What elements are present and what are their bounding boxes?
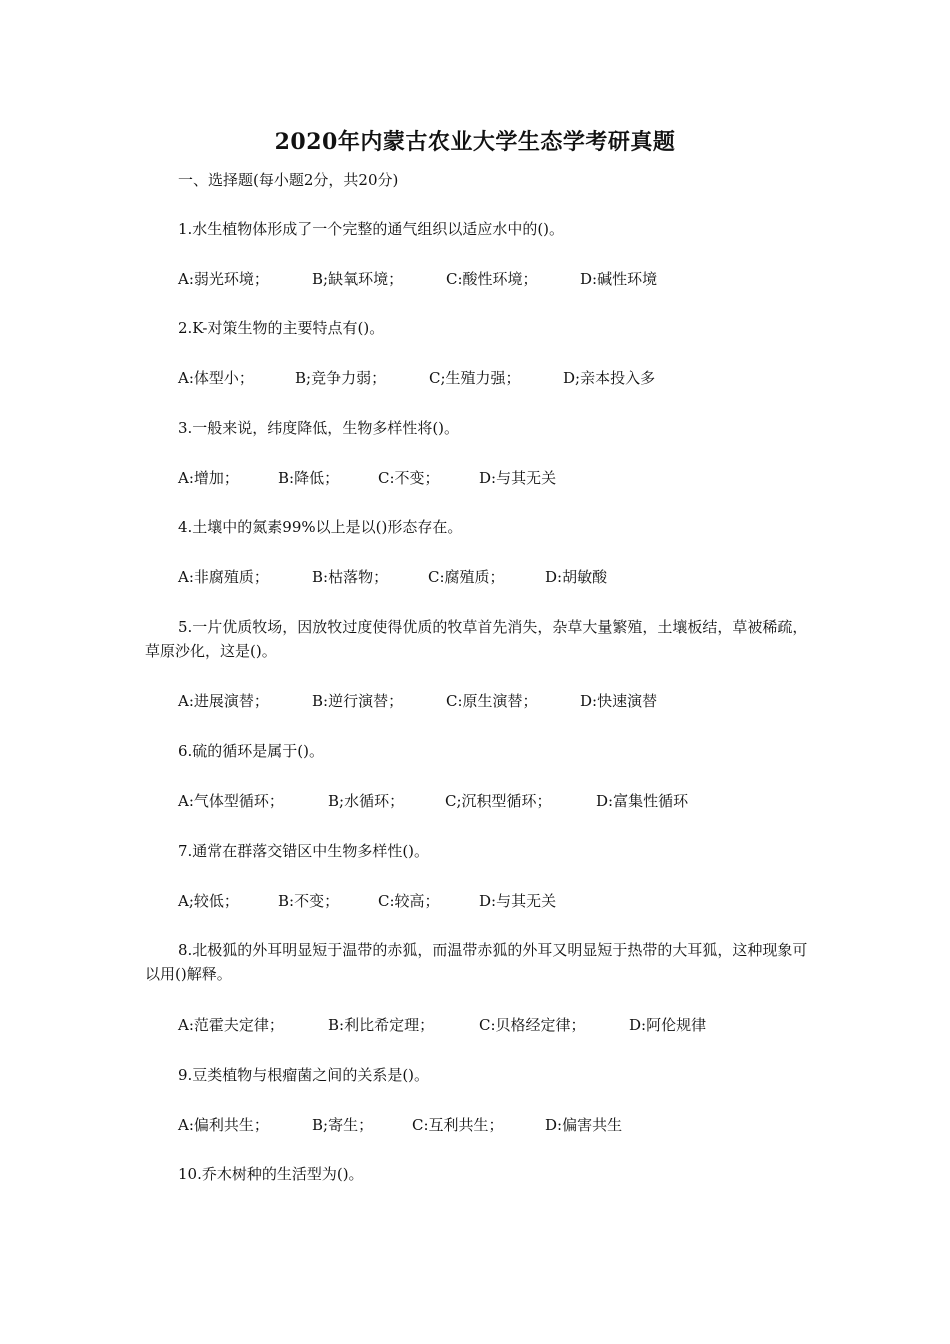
- section-heading: 一、选择题(每小题2分，共20分): [178, 171, 399, 189]
- question-stem: 7.通常在群落交错区中生物多样性()。: [178, 842, 430, 860]
- option-b: B:降低；: [278, 469, 340, 487]
- option-a: A:进展演替；: [178, 692, 269, 710]
- question-stem: 9.豆类植物与根瘤菌之间的关系是()。: [178, 1066, 430, 1084]
- option-row: [178, 466, 556, 490]
- option-row: [178, 789, 688, 813]
- option-b: B:不变；: [278, 892, 340, 910]
- option-a: A:体型小；: [178, 369, 254, 387]
- document-title: 2020年内蒙古农业大学生态学考研真题: [274, 129, 676, 155]
- question-stem: 6.硫的循环是属于()。: [178, 742, 325, 760]
- option-d: D:胡敏酸: [545, 568, 608, 586]
- option-c: C:原生演替；: [446, 692, 538, 710]
- option-row: [178, 1013, 706, 1037]
- option-c: C:贝格经定律；: [479, 1016, 586, 1034]
- question-stem: 2.K-对策生物的主要特点有()。: [178, 319, 385, 337]
- option-a: A:气体型循环；: [178, 792, 284, 810]
- option-a: A:偏利共生；: [178, 1116, 269, 1134]
- option-row: [178, 689, 657, 713]
- option-c: C:互利共生；: [412, 1116, 504, 1134]
- option-d: D:偏害共生: [545, 1116, 623, 1134]
- question-stem: 10.乔木树种的生活型为()。: [178, 1165, 364, 1183]
- option-c: C:较高；: [378, 892, 440, 910]
- option-b: B;缺氧环境；: [312, 270, 404, 288]
- option-b: B;竞争力弱；: [295, 369, 387, 387]
- option-d: D:富集性循环: [596, 792, 689, 810]
- option-a: A:增加；: [178, 469, 239, 487]
- option-a: A:范霍夫定律；: [178, 1016, 284, 1034]
- option-row: [178, 267, 657, 291]
- question-stem: 5.一片优质牧场，因放牧过度使得优质的牧草首先消失，杂草大量繁殖，土壤板结，草被稀疏，草原沙化，这是()。: [145, 618, 808, 660]
- option-d: D:与其无关: [479, 892, 557, 910]
- option-c: C:不变；: [378, 469, 440, 487]
- option-c: C:腐殖质；: [428, 568, 505, 586]
- option-b: B:利比希定理；: [328, 1016, 435, 1034]
- question-stem: 3.一般来说，纬度降低，生物多样性将()。: [178, 419, 460, 437]
- question-stem: 1.水生植物体形成了一个完整的通气组织以适应水中的()。: [178, 220, 565, 238]
- option-row: [178, 1113, 622, 1137]
- option-row: [178, 565, 607, 589]
- option-a: A:非腐殖质；: [178, 568, 269, 586]
- question-stem: 4.土壤中的氮素99%以上是以()形态存在。: [178, 518, 463, 536]
- option-d: D:与其无关: [479, 469, 557, 487]
- question-stem: 8.北极狐的外耳明显短于温带的赤狐，而温带赤狐的外耳又明显短于热带的大耳狐，这种现象可以用()解释。: [145, 941, 808, 983]
- option-b: B:逆行演替；: [312, 692, 404, 710]
- option-d: D;亲本投入多: [563, 369, 656, 387]
- option-d: D:碱性环境: [580, 270, 658, 288]
- option-row: [178, 366, 655, 390]
- option-d: D:阿伦规律: [629, 1016, 707, 1034]
- option-a: A;较低；: [178, 892, 239, 910]
- option-c: C:酸性环境；: [446, 270, 538, 288]
- option-b: B;寄生；: [312, 1116, 374, 1134]
- option-d: D:快速演替: [580, 692, 658, 710]
- option-a: A:弱光环境；: [178, 270, 269, 288]
- option-c: C;沉积型循环；: [445, 792, 552, 810]
- option-b: B:枯落物；: [312, 568, 389, 586]
- option-c: C;生殖力强；: [429, 369, 521, 387]
- option-b: B;水循环；: [328, 792, 405, 810]
- option-row: [178, 889, 556, 913]
